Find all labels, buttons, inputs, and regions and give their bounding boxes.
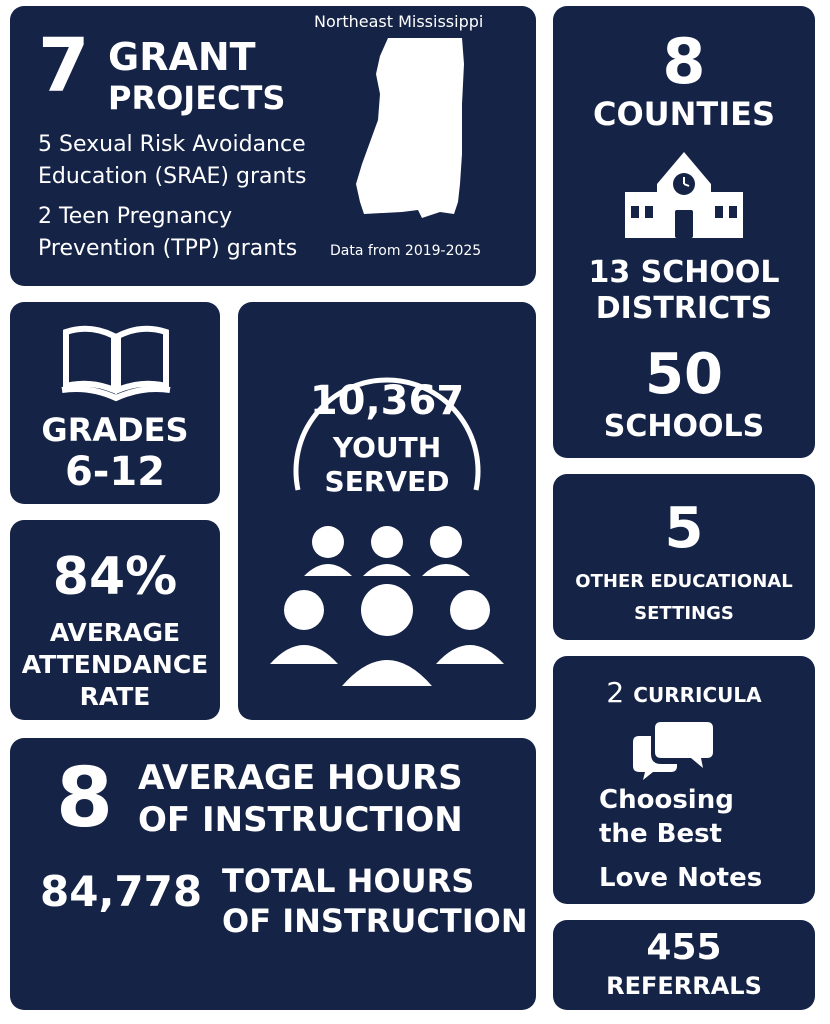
districts-line1: 13 SCHOOL	[588, 255, 780, 290]
other-settings-line2: SETTINGS	[634, 603, 734, 624]
open-book-icon	[60, 324, 172, 402]
srae-line2: Education (SRAE) grants	[38, 164, 307, 189]
total-hours-line1: TOTAL HOURS	[222, 862, 475, 900]
chat-bubbles-icon	[631, 720, 715, 782]
counties-value: 8	[662, 25, 706, 98]
counties-label: COUNTIES	[592, 95, 776, 133]
attendance-value: 84%	[52, 547, 178, 607]
avg-hours-line1: AVERAGE HOURS	[138, 758, 463, 798]
curricula-count: 2	[606, 676, 625, 709]
other-settings-card	[553, 474, 815, 640]
total-hours-line2: OF INSTRUCTION	[222, 902, 528, 940]
attendance-label-line2: ATTENDANCE	[21, 650, 209, 679]
youth-value: 10,367	[309, 378, 465, 424]
youth-label-line1: YOUTH	[332, 431, 442, 464]
other-settings-value: 5	[664, 496, 704, 561]
schools-value: 50	[645, 342, 723, 407]
curriculum-item1-line1: Choosing	[599, 785, 734, 815]
grades-label: GRADES	[41, 411, 189, 449]
attendance-label-line1: AVERAGE	[49, 618, 181, 647]
grades-range: 6-12	[64, 449, 166, 495]
curricula-card	[553, 656, 815, 904]
region-label: Northeast Mississippi	[314, 12, 484, 31]
referrals-value: 455	[646, 927, 722, 968]
referrals-card	[553, 920, 815, 1010]
districts-line2: DISTRICTS	[595, 291, 773, 326]
youth-served-card	[238, 302, 536, 720]
hours-card	[10, 738, 536, 1010]
youth-label-line2: SERVED	[324, 465, 450, 498]
data-range-label: Data from 2019-2025	[330, 243, 482, 259]
attendance-label-line3: RATE	[79, 682, 151, 711]
avg-hours-line2: OF INSTRUCTION	[138, 800, 463, 840]
attendance-card	[10, 520, 220, 720]
grant-title-line1: GRANT	[108, 35, 256, 79]
tpp-line2: Prevention (TPP) grants	[38, 236, 298, 261]
mississippi-map-icon	[350, 34, 470, 226]
avg-hours-value: 8	[56, 751, 114, 846]
schools-label: SCHOOLS	[603, 409, 765, 444]
school-building-icon	[625, 148, 743, 238]
grant-title-line2: PROJECTS	[108, 79, 286, 117]
referrals-label: REFERRALS	[606, 972, 762, 1000]
grades-card	[10, 302, 220, 504]
curriculum-item1-line2: the Best	[599, 819, 722, 849]
curriculum-item2: Love Notes	[599, 863, 763, 893]
curricula-header	[553, 676, 815, 712]
grant-projects-card	[10, 6, 536, 286]
geography-card	[553, 6, 815, 458]
srae-line1: 5 Sexual Risk Avoidance	[38, 132, 306, 157]
tpp-line1: 2 Teen Pregnancy	[38, 204, 233, 229]
curricula-label: CURRICULA	[633, 683, 762, 707]
grant-count: 7	[38, 23, 90, 109]
other-settings-line1: OTHER EDUCATIONAL	[575, 571, 793, 592]
people-group-icon	[266, 524, 508, 690]
total-hours-value: 84,778	[40, 867, 203, 916]
